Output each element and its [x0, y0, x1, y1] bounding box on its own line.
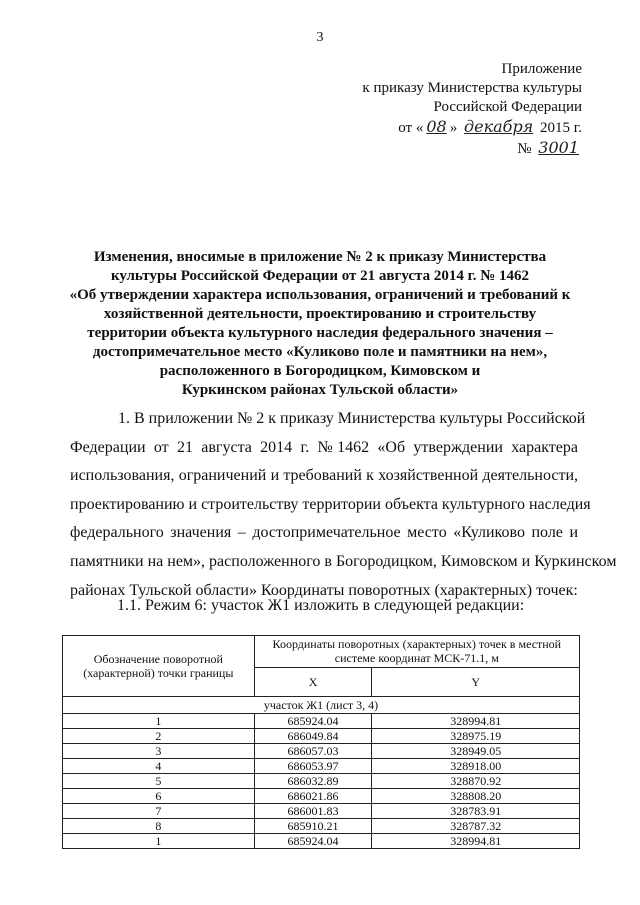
table-row	[63, 714, 580, 729]
subparagraph: 1.1. Режим 6: участок Ж1 изложить в следующей редакции:	[117, 597, 525, 614]
paragraph-line: федерального значения – достопримечательное место «Куликово поле и	[70, 524, 578, 542]
point-cell: 4	[63, 759, 255, 774]
y-cell: 328870.92	[372, 774, 580, 789]
y-cell: 328994.81	[372, 714, 580, 729]
date-year: 2015 г.	[540, 120, 582, 136]
y-cell: 328975.19	[372, 729, 580, 744]
x-cell: 685910.21	[254, 819, 372, 834]
coordinates-table	[62, 635, 580, 849]
point-cell: 1	[63, 714, 255, 729]
paragraph-line: районах Тульской области» Координаты поворотных (характерных) точек:	[70, 581, 578, 599]
point-cell: 7	[63, 804, 255, 819]
y-cell: 328949.05	[372, 744, 580, 759]
title-line: культуры Российской Федерации от 21 августа 2014 г. № 1462	[110, 268, 530, 284]
date-prefix: от «	[398, 120, 424, 136]
table-row	[63, 789, 580, 804]
title-line: Изменения, вносимые в приложение № 2 к приказу Министерства	[93, 249, 547, 265]
table-row	[63, 759, 580, 774]
date-day: 08	[426, 117, 447, 136]
title-line: территории объекта культурного наследия федерального значения –	[87, 325, 553, 341]
title-line: хозяйственной деятельности, проектированию и строительству	[103, 306, 537, 322]
x-cell: 685924.04	[254, 834, 372, 849]
paragraph-line: проектированию и строительству территории объекта культурного наследия	[70, 495, 591, 513]
title-line: достопримечательное место «Куликово поле и памятники на нем»,	[92, 344, 548, 360]
table-row	[63, 834, 580, 849]
point-cell: 8	[63, 819, 255, 834]
table-row	[63, 804, 580, 819]
y-cell: 328808.20	[372, 789, 580, 804]
title-line: расположенного в Богородицком, Кимовском и	[159, 363, 481, 379]
page-number: 3	[316, 30, 324, 45]
title-line: Куркинском районах Тульской области»	[181, 382, 459, 398]
x-cell: 686001.83	[254, 804, 372, 819]
document-title	[60, 248, 580, 400]
coordinates-header: Координаты поворотных (характерных) точек в местной системе координат МСК-71.1, м	[254, 636, 579, 668]
paragraph-line: 1. В приложении № 2 к приказу Министерства культуры Российской	[118, 410, 586, 427]
y-column-header: Y	[372, 667, 580, 696]
table-row	[63, 774, 580, 789]
y-cell: 328787.32	[372, 819, 580, 834]
table-row	[63, 744, 580, 759]
x-column-header: X	[254, 667, 372, 696]
section-label: участок Ж1 (лист 3, 4)	[63, 697, 580, 714]
point-cell: 1	[63, 834, 255, 849]
x-cell: 686053.97	[254, 759, 372, 774]
y-cell: 328783.91	[372, 804, 580, 819]
title-line: «Об утверждении характера использования, ограничений и требований к	[69, 287, 571, 303]
point-cell: 2	[63, 729, 255, 744]
order-number: 3001	[538, 138, 579, 157]
approval-block	[342, 60, 582, 159]
approval-line-2: к приказу Министерства культуры	[362, 80, 582, 96]
number-prefix: №	[517, 141, 532, 157]
x-cell: 685924.04	[254, 714, 372, 729]
approval-date-line	[342, 117, 582, 138]
approval-line-3: Российской Федерации	[433, 99, 582, 115]
paragraph-line: памятники на нем», расположенного в Богородицком, Кимовском и Куркинском	[70, 552, 617, 570]
date-mid: »	[449, 120, 458, 136]
y-cell: 328994.81	[372, 834, 580, 849]
paragraph-line: Федерации от 21 августа 2014 г. №1462 «Об утверждении характера	[70, 438, 578, 456]
x-cell: 686049.84	[254, 729, 372, 744]
approval-number-line	[342, 138, 582, 159]
approval-line-1: Приложение	[501, 61, 582, 77]
x-cell: 686057.03	[254, 744, 372, 759]
table-row	[63, 729, 580, 744]
point-cell: 5	[63, 774, 255, 789]
point-cell: 6	[63, 789, 255, 804]
point-column-header: Обозначение поворотной (характерной) точки границы	[63, 636, 255, 697]
x-cell: 686021.86	[254, 789, 372, 804]
y-cell: 328918.00	[372, 759, 580, 774]
table-row	[63, 819, 580, 834]
point-cell: 3	[63, 744, 255, 759]
x-cell: 686032.89	[254, 774, 372, 789]
body-paragraph	[70, 405, 617, 605]
coordinates-rows	[63, 714, 580, 849]
date-month: декабря	[463, 117, 534, 136]
paragraph-line: использования, ограничений и требований к хозяйственной деятельности,	[70, 467, 578, 485]
